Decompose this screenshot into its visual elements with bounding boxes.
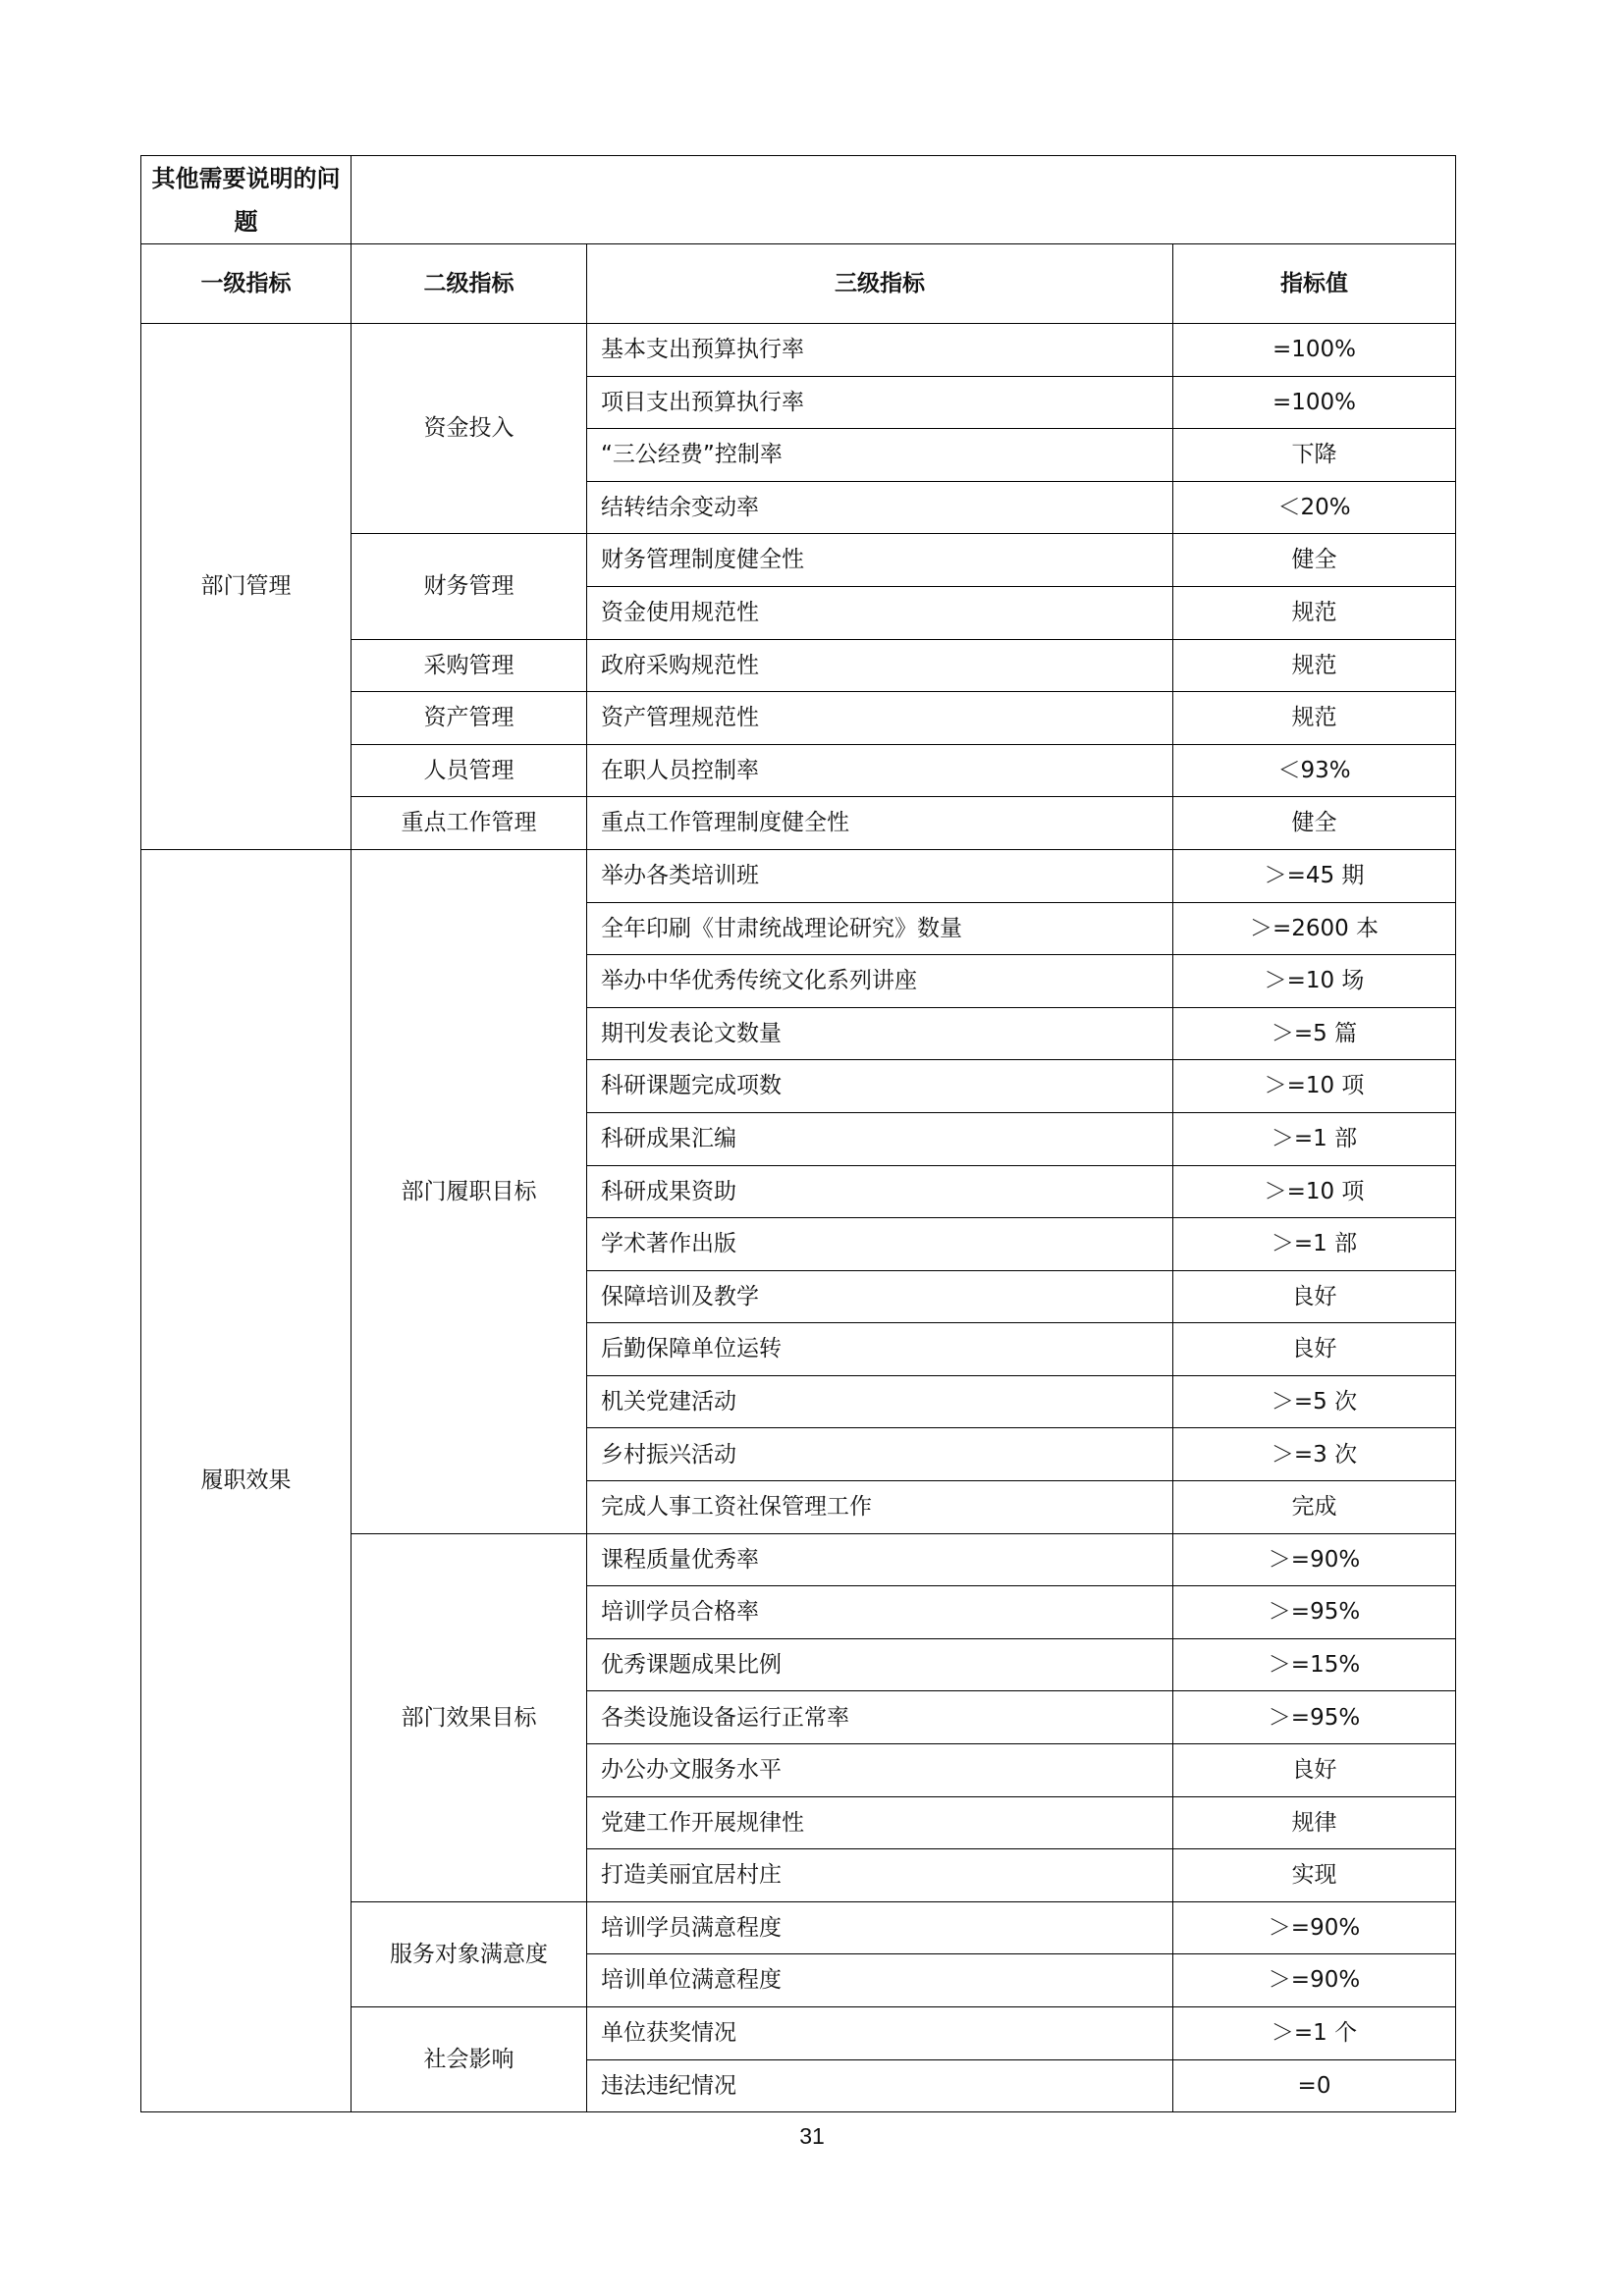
level3-indicator-cell: 财务管理制度健全性 (587, 534, 1173, 587)
table-row (141, 849, 1456, 902)
indicator-value-cell: 完成 (1173, 1481, 1456, 1534)
table-row (141, 324, 1456, 377)
indicator-value-cell: ＞=90% (1173, 1533, 1456, 1586)
level3-indicator-cell: 乡村振兴活动 (587, 1428, 1173, 1481)
indicator-value-cell: ＜20% (1173, 481, 1456, 534)
indicator-value-cell: ＞=1 部 (1173, 1112, 1456, 1165)
level3-indicator-cell: 重点工作管理制度健全性 (587, 797, 1173, 850)
level3-indicator-cell: 科研成果汇编 (587, 1112, 1173, 1165)
level3-indicator-cell: 培训学员合格率 (587, 1586, 1173, 1639)
level2-indicator-cell: 资金投入 (352, 324, 587, 534)
indicator-value-cell: ＞=45 期 (1173, 849, 1456, 902)
indicator-value-cell: ＞=90% (1173, 1954, 1456, 2007)
level2-indicator-cell: 采购管理 (352, 639, 587, 692)
level2-indicator-cell: 重点工作管理 (352, 797, 587, 850)
level3-indicator-cell: 打造美丽宜居村庄 (587, 1849, 1173, 1902)
header-level2: 二级指标 (352, 244, 587, 324)
level3-indicator-cell: 后勤保障单位运转 (587, 1323, 1173, 1376)
header-value: 指标值 (1173, 244, 1456, 324)
level3-indicator-cell: 资产管理规范性 (587, 692, 1173, 745)
level3-indicator-cell: 各类设施设备运行正常率 (587, 1691, 1173, 1744)
indicator-value-cell: 良好 (1173, 1323, 1456, 1376)
level3-indicator-cell: 培训学员满意程度 (587, 1901, 1173, 1954)
indicator-value-cell: 下降 (1173, 429, 1456, 482)
indicator-value-cell: 健全 (1173, 534, 1456, 587)
level2-indicator-cell: 财务管理 (352, 534, 587, 639)
indicator-value-cell: ＞=10 项 (1173, 1165, 1456, 1218)
indicator-value-cell: ＞=2600 本 (1173, 902, 1456, 955)
header-level3: 三级指标 (587, 244, 1173, 324)
indicator-value-cell: ＞=3 次 (1173, 1428, 1456, 1481)
level1-indicator-cell: 履职效果 (141, 849, 352, 2111)
level2-indicator-cell: 部门履职目标 (352, 849, 587, 1533)
level3-indicator-cell: 党建工作开展规律性 (587, 1796, 1173, 1849)
indicator-value-cell: ＞=5 篇 (1173, 1007, 1456, 1060)
level3-indicator-cell: 保障培训及教学 (587, 1270, 1173, 1323)
level2-indicator-cell: 社会影响 (352, 2007, 587, 2112)
note-row-value (352, 156, 1456, 244)
level3-indicator-cell: “三公经费”控制率 (587, 429, 1173, 482)
level2-indicator-cell: 服务对象满意度 (352, 1901, 587, 2006)
indicator-value-cell: 规律 (1173, 1796, 1456, 1849)
header-row (141, 244, 1456, 324)
level3-indicator-cell: 培训单位满意程度 (587, 1954, 1173, 2007)
level2-indicator-cell: 人员管理 (352, 744, 587, 797)
indicator-value-cell: ＞=15% (1173, 1638, 1456, 1691)
level3-indicator-cell: 资金使用规范性 (587, 586, 1173, 639)
level3-indicator-cell: 学术著作出版 (587, 1218, 1173, 1271)
indicator-value-cell: 健全 (1173, 797, 1456, 850)
level3-indicator-cell: 政府采购规范性 (587, 639, 1173, 692)
indicator-value-cell: 良好 (1173, 1744, 1456, 1797)
level2-indicator-cell: 部门效果目标 (352, 1533, 587, 1901)
indicator-value-cell: ＞=95% (1173, 1691, 1456, 1744)
indicator-value-cell: 规范 (1173, 692, 1456, 745)
indicator-value-cell: ＜93% (1173, 744, 1456, 797)
level3-indicator-cell: 期刊发表论文数量 (587, 1007, 1173, 1060)
indicator-value-cell: ＞=1 部 (1173, 1218, 1456, 1271)
level3-indicator-cell: 项目支出预算执行率 (587, 376, 1173, 429)
level3-indicator-cell: 课程质量优秀率 (587, 1533, 1173, 1586)
level3-indicator-cell: 举办各类培训班 (587, 849, 1173, 902)
level3-indicator-cell: 机关党建活动 (587, 1375, 1173, 1428)
indicator-value-cell: ＞=90% (1173, 1901, 1456, 1954)
indicator-value-cell: ＞=10 项 (1173, 1060, 1456, 1113)
note-row-label: 其他需要说明的问题 (141, 156, 352, 244)
level3-indicator-cell: 办公办文服务水平 (587, 1744, 1173, 1797)
indicator-value-cell: 规范 (1173, 639, 1456, 692)
indicator-value-cell: 规范 (1173, 586, 1456, 639)
level3-indicator-cell: 在职人员控制率 (587, 744, 1173, 797)
table-body (141, 156, 1456, 2112)
indicator-value-cell: =100% (1173, 324, 1456, 377)
note-row (141, 156, 1456, 244)
indicator-value-cell: 实现 (1173, 1849, 1456, 1902)
performance-indicator-table (140, 155, 1456, 2112)
level3-indicator-cell: 科研课题完成项数 (587, 1060, 1173, 1113)
indicator-value-cell: =0 (1173, 2059, 1456, 2112)
level2-indicator-cell: 资产管理 (352, 692, 587, 745)
indicator-value-cell: ＞=10 场 (1173, 955, 1456, 1008)
level3-indicator-cell: 违法违纪情况 (587, 2059, 1173, 2112)
level3-indicator-cell: 完成人事工资社保管理工作 (587, 1481, 1173, 1534)
level3-indicator-cell: 优秀课题成果比例 (587, 1638, 1173, 1691)
level3-indicator-cell: 基本支出预算执行率 (587, 324, 1173, 377)
level3-indicator-cell: 单位获奖情况 (587, 2007, 1173, 2060)
indicator-value-cell: ＞=5 次 (1173, 1375, 1456, 1428)
indicator-value-cell: ＞=95% (1173, 1586, 1456, 1639)
level3-indicator-cell: 举办中华优秀传统文化系列讲座 (587, 955, 1173, 1008)
level3-indicator-cell: 科研成果资助 (587, 1165, 1173, 1218)
indicator-value-cell: 良好 (1173, 1270, 1456, 1323)
page-number: 31 (799, 2123, 825, 2149)
indicator-value-cell: ＞=1 个 (1173, 2007, 1456, 2060)
indicator-value-cell: =100% (1173, 376, 1456, 429)
level3-indicator-cell: 结转结余变动率 (587, 481, 1173, 534)
level3-indicator-cell: 全年印刷《甘肃统战理论研究》数量 (587, 902, 1173, 955)
header-level1: 一级指标 (141, 244, 352, 324)
level1-indicator-cell: 部门管理 (141, 324, 352, 850)
